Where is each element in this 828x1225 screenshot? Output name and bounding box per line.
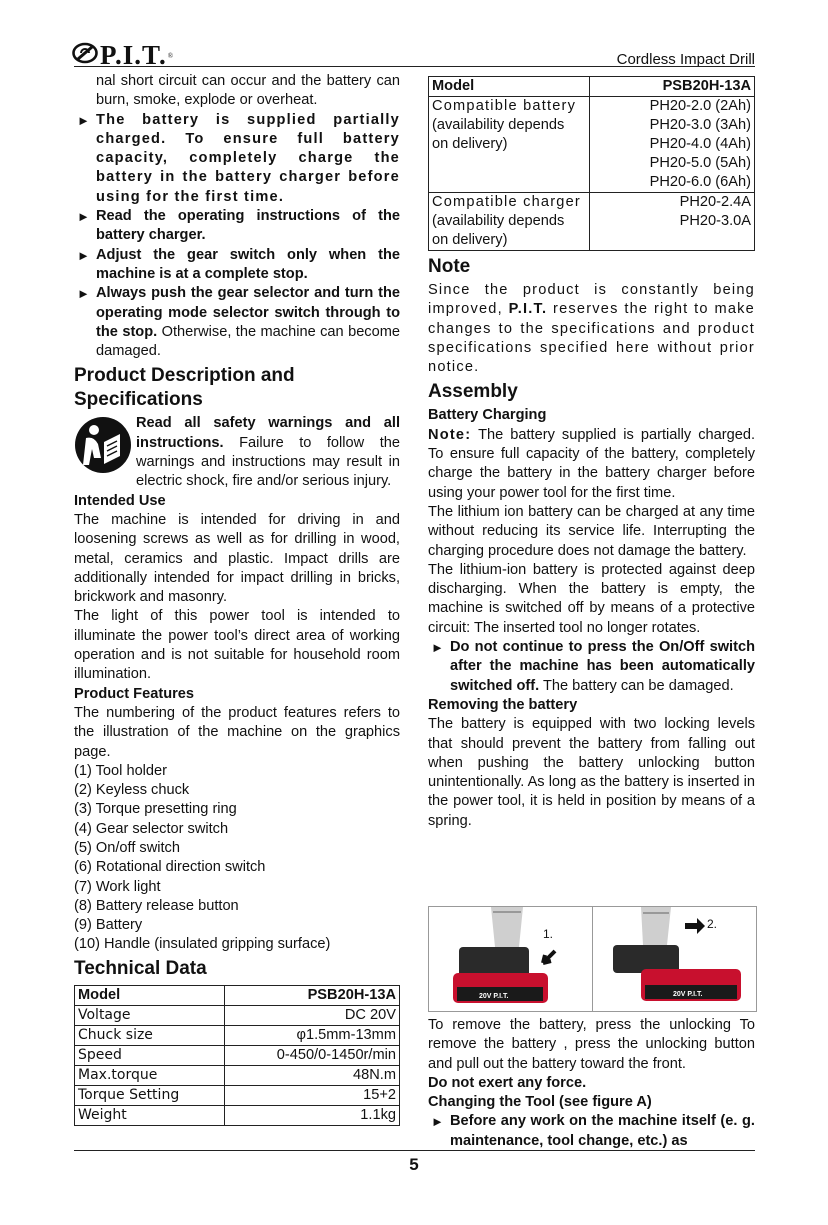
table-header-row	[429, 77, 755, 97]
battery-photo-1-icon	[429, 907, 592, 1011]
list-item: (1) Tool holder	[74, 762, 168, 779]
battery-brand-label: 20V P.I.T.	[673, 991, 703, 998]
table-header-cell: PSB20H-13A	[224, 985, 399, 1005]
features-list	[74, 762, 400, 955]
registered-mark: ®	[167, 51, 175, 60]
bullet-arrow-icon: ►	[431, 1114, 444, 1130]
paragraph-removing: The battery is equipped with two locking levels that should prevent the battery from falling out when pushing the battery unlocking button unintentionally. As long as the battery is inserted in the power tool, it is held in position by means of a spring.	[428, 716, 755, 829]
paragraph-lithium-2: The lithium-ion battery is protected against deep discharging. When the battery is empty, the machine is switched off by means of a protective circuit: The inserted tool no longer rotates.	[428, 561, 755, 636]
list-item: (6) Rotational direction switch	[74, 859, 266, 876]
logo-text: P.I.T.	[100, 40, 167, 70]
table-cell: Weight	[75, 1105, 225, 1125]
table-cell-battery-values: PH20-2.0 (2Ah) PH20-3.0 (3Ah) PH20-4.0 (4Ah) PH20-5.0 (5Ah) PH20-6.0 (6Ah)	[590, 97, 755, 193]
photo-step-2	[592, 907, 756, 1011]
safety-warning-block	[74, 414, 400, 491]
battery-removal-figure	[428, 906, 757, 1012]
heading-intended-use: Intended Use	[74, 492, 166, 509]
table-cell: Max.torque	[75, 1065, 225, 1085]
heading-note: Note	[428, 256, 471, 277]
footer-divider	[74, 1150, 755, 1151]
bullet-gear-switch: ► Adjust the gear switch only when the machine is at a complete stop.	[77, 246, 400, 282]
table-cell: Voltage	[75, 1005, 225, 1025]
bullet-read-instructions: ► Read the operating instructions of the battery charger.	[77, 208, 400, 244]
technical-data-table	[74, 985, 400, 1126]
table-cell: 1.1kg	[224, 1105, 399, 1125]
heading-product-features: Product Features	[74, 685, 195, 702]
table-cell: Torque Setting	[75, 1085, 225, 1105]
heading-battery-charging: Battery Charging	[428, 407, 547, 424]
table-cell: 48N.m	[224, 1065, 399, 1085]
paragraph-short-circuit: nal short circuit can occur and the battery can burn, smoke, explode or overheat.	[96, 73, 400, 109]
table-header-row	[75, 985, 400, 1005]
table-cell-battery-label: Compatible battery (availability depends on delivery)	[429, 97, 590, 193]
bullet-arrow-icon: ►	[431, 640, 444, 656]
battery-brand-label: 20V P.I.T.	[479, 993, 509, 1000]
table-header-cell: Model	[75, 985, 225, 1005]
bullet-onoff: ► Do not continue to press the On/Off switch after the machine has been automatically switched off. The battery can be damaged.	[431, 639, 755, 694]
document-title: Cordless Impact Drill	[616, 51, 755, 68]
paragraph-charging-note: Note: The battery supplied is partially charged. To ensure full capacity of the battery, completely charge the battery in the battery charger before using your power tool for the first time.	[428, 426, 755, 501]
list-item: (4) Gear selector switch	[74, 820, 229, 837]
list-item: (7) Work light	[74, 878, 161, 895]
table-cell-charger-label: Compatible charger (availability depends on delivery)	[429, 193, 590, 251]
list-item: (9) Battery	[74, 917, 143, 934]
heading-assembly: Assembly	[428, 381, 518, 403]
table-row	[429, 193, 755, 251]
bullet-arrow-icon: ►	[77, 286, 90, 302]
table-row	[75, 1065, 400, 1085]
left-column	[74, 72, 400, 1126]
list-item: (2) Keyless chuck	[74, 782, 190, 799]
table-row	[75, 1085, 400, 1105]
bullet-partially-charged: ► The battery is supplied partially charged. To ensure full battery capacity, completely charge the battery in the battery charger before using for the first time.	[77, 111, 400, 205]
table-cell: 0-450/0-1450r/min	[224, 1045, 399, 1065]
heading-removing-battery: Removing the battery	[428, 696, 578, 713]
bullet-arrow-icon: ►	[77, 209, 90, 225]
bullet-arrow-icon: ►	[77, 112, 92, 128]
paragraph-intended-2: The light of this power tool is intended to illuminate the power tool’s direct area of working operation and is not suitable for household room illumination.	[74, 608, 400, 683]
list-item: (8) Battery release button	[74, 897, 239, 914]
paragraph-note: Since the product is constantly being improved, P.I.T. reserves the right to make changes to the specifications and product specifications specified here without prior notice.	[428, 282, 755, 376]
bullet-gear-selector: ► Always push the gear selector and turn the operating mode selector switch through to the stop. Otherwise, the machine can become damaged.	[77, 285, 400, 360]
table-row	[75, 1005, 400, 1025]
paragraph-intended-1: The machine is intended for driving in and loosening screws as well as for drilling in wood, metal, ceramics and plastic. Impact drills are additionally intended for impact drilling in bricks, brickwork and masonry.	[74, 511, 400, 606]
list-item: (10) Handle (insulated gripping surface)	[74, 936, 331, 953]
table-row	[429, 97, 755, 193]
right-column	[428, 72, 755, 831]
step-1-label: 1.	[543, 927, 554, 941]
bullet-arrow-icon: ►	[77, 247, 90, 263]
warning-text: Read all safety warnings and all instructions. Failure to follow the warnings and instructions may result in electric shock, fire and/or serious injury.	[136, 415, 400, 490]
paragraph-features: The numbering of the product features refers to the illustration of the machine on the graphics page.	[74, 704, 400, 760]
table-cell: Chuck size	[75, 1025, 225, 1045]
battery-photo-2-icon	[593, 907, 756, 1011]
paragraph-lithium-1: The lithium ion battery can be charged at any time without reducing its service life. Interrupting the charging procedure does not damage the battery.	[428, 503, 755, 559]
header-divider	[74, 66, 755, 67]
photo-step-1	[429, 907, 592, 1011]
right-column-lower	[428, 1016, 755, 1151]
table-row	[75, 1105, 400, 1125]
table-header-cell: Model	[429, 77, 590, 97]
table-cell: Speed	[75, 1045, 225, 1065]
step-2-label: 2.	[707, 917, 718, 931]
table-cell: DC 20V	[224, 1005, 399, 1025]
list-item: (5) On/off switch	[74, 839, 180, 856]
read-manual-warning-icon	[74, 416, 132, 479]
heading-product-description: Product Description and Specifications	[74, 365, 295, 411]
table-cell: φ1.5mm-13mm	[224, 1025, 399, 1045]
compatibility-table	[428, 76, 755, 251]
table-row	[75, 1045, 400, 1065]
table-header-cell: PSB20H-13A	[590, 77, 755, 97]
table-row	[75, 1025, 400, 1045]
heading-technical-data: Technical Data	[74, 957, 207, 979]
no-force-warning: Do not exert any force.	[428, 1074, 587, 1091]
list-item: (3) Torque presetting ring	[74, 801, 237, 818]
table-cell: 15+2	[224, 1085, 399, 1105]
bullet-before-work: ► Before any work on the machine itself (e. g. maintenance, tool change, etc.) as	[431, 1113, 755, 1149]
heading-changing-tool: Changing the Tool (see figure A)	[428, 1094, 652, 1111]
paragraph-remove-instructions: To remove the battery, press the unlocking To remove the battery , press the unlocking button and pull out the battery toward the front.	[428, 1017, 755, 1072]
table-cell-charger-values: PH20-2.4A PH20-3.0A	[590, 193, 755, 251]
page-number: 5	[409, 1155, 419, 1174]
